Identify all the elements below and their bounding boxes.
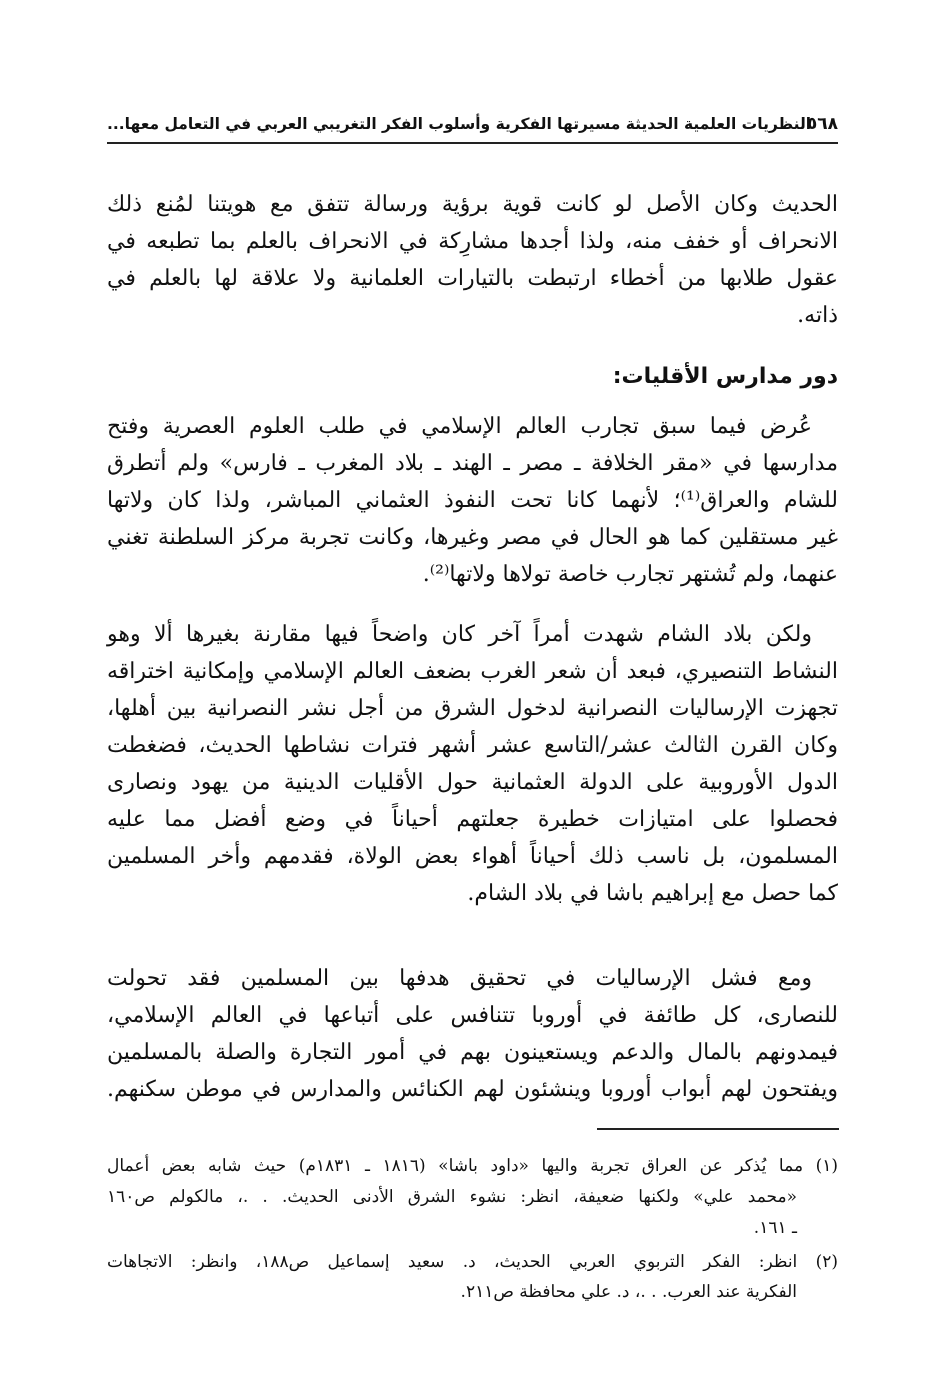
text-line: فيمدونهم بالمال والدعم ويستعينون بهم في أمور التجارة والصلة بالمسلمين	[107, 1040, 838, 1065]
text-line: الانحراف أو خفف منه، ولذا أجدها مشارِكة في الانحراف بالعلم بما تطبعه في	[107, 229, 838, 254]
footnote-line: (٢) انظر: الفكر التربوي العربي الحديث، د. سعيد إسماعيل ص١٨٨، وانظر: الاتجاهات	[107, 1252, 838, 1272]
section-heading: دور مدارس الأقليات:	[612, 364, 838, 389]
text-line: ذاته.	[797, 303, 838, 328]
text-line: غير مستقلين كما هو الحال في مصر وغيرها، وكانت تجربة مركز السلطنة تغني	[107, 525, 838, 550]
text-line: النشاط التنصيري، فبعد أن شعر الغرب بضعف العالم الإسلامي وإمكانية اختراقه	[107, 659, 838, 684]
text-line: عنهما، ولم تُشتهر تجارب خاصة تولاها ولاتها⁽²⁾.	[422, 562, 838, 587]
header-rule	[107, 142, 838, 144]
footnote-line: الفكرية عند العرب. . .، د. علي محافظة ص٢١١.	[460, 1282, 797, 1302]
text-line: المسلمون، بل ناسب ذلك أحياناً أهواء بعض الولاة، فقدمهم وأخر المسلمين	[107, 844, 838, 869]
text-line: ولكن بلاد الشام شهدت أمراً آخر كان واضحاً فيها مقارنة بغيرها ألا وهو	[107, 622, 812, 647]
text-line: الحديث وكان الأصل لو كانت قوية برؤية ورسالة تتفق مع هويتنا لمُنع ذلك	[107, 192, 838, 217]
text-line: عُرض فيما سبق تجارب العالم الإسلامي في طلب العلوم العصرية وفتح	[107, 414, 812, 439]
footnote-line: ـ ١٦١.	[753, 1218, 797, 1238]
text-line: تجهزت الإرساليات النصرانية لدخول الشرق من أجل نشر النصرانية بين أهلها،	[107, 696, 838, 721]
text-line: مدارسها في «مقر الخلافة ـ مصر ـ الهند ـ بلاد المغرب ـ فارس» ولم أتطرق	[107, 451, 838, 476]
footnote-line: «محمد علي» ولكنها ضعيفة، انظر: نشوء الشرق الأدنى الحديث. . .، مالكولم ص١٦٠	[107, 1187, 797, 1207]
footnote-line: (١) مما يُذكر عن العراق تجربة واليها «داود باشا» (١٨١٦ ـ ١٨٣١م) حيث شابه بعض أعمال	[107, 1156, 838, 1176]
page-number: ٥٦٨	[806, 114, 838, 134]
text-line: وكان القرن الثالث عشر/التاسع عشر أشهر فترات نشاطها الحديث، فضغطت	[107, 733, 838, 758]
running-header	[107, 110, 838, 140]
text-line: عقول طلابها من أخطاء ارتبطت بالتيارات العلمانية ولا علاقة لها بالعلم في	[107, 266, 838, 291]
text-line: فحصلوا على امتيازات خطيرة جعلتهم أحياناً في وضع أفضل مما عليه	[107, 807, 838, 832]
text-line: الدول الأوروبية على الدولة العثمانية حول الأقليات الدينية من يهود ونصارى	[107, 770, 838, 795]
text-line: ومع فشل الإرساليات في تحقيق هدفها بين المسلمين فقد تحولت	[107, 966, 812, 991]
running-title: النظريات العلمية الحديثة مسيرتها الفكرية وأسلوب الفكر التغريبي العربي في التعامل معها...	[107, 115, 812, 133]
footnote-rule	[597, 1128, 839, 1130]
text-line: كما حصل مع إبراهيم باشا في بلاد الشام.	[467, 881, 838, 906]
text-line: ويفتحون لهم أبواب أوروبا وينشئون لهم الكنائس والمدارس في موطن سكنهم.	[107, 1077, 839, 1102]
text-line: للشام والعراق⁽¹⁾؛ لأنهما كانا تحت النفوذ العثماني المباشر، ولذا كان ولاتها	[107, 488, 838, 513]
text-line: للنصارى، كل طائفة في أوروبا تتنافس على أتباعها في العالم الإسلامي،	[107, 1003, 838, 1028]
